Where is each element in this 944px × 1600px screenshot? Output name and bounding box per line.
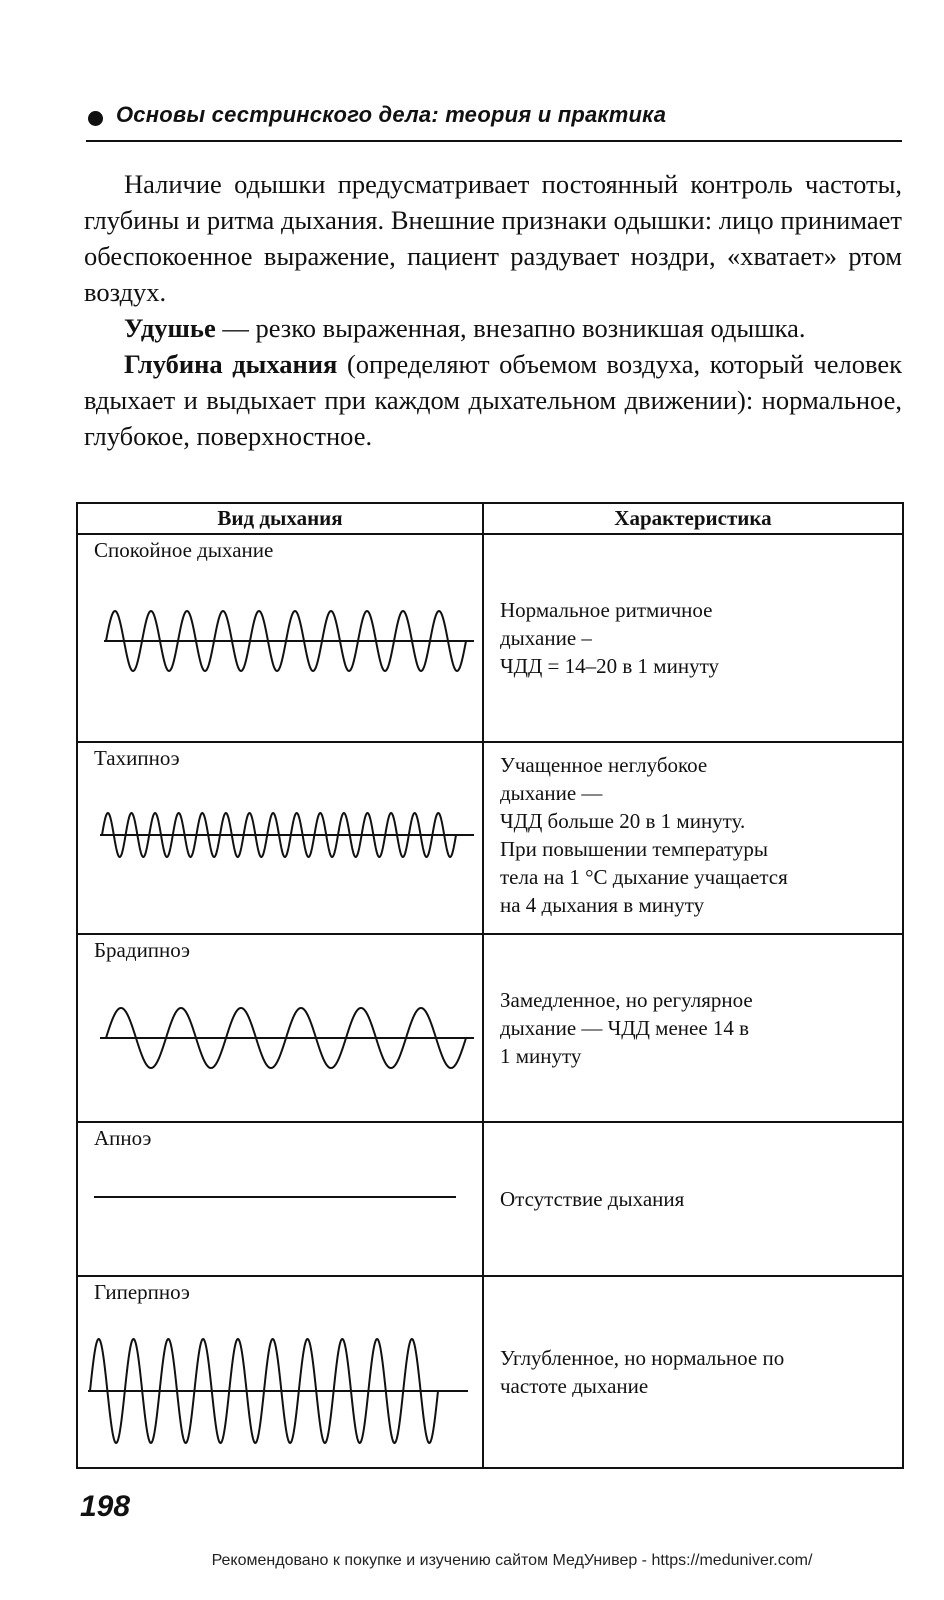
paragraph-depth: Глубина дыхания (определяют объемом воздуха, который человек вдыхает и выдыхает при каждом дыхательном движении): нормальное, глубокое, поверхностное.	[84, 349, 902, 451]
column-header-characteristic: Характеристика	[483, 503, 903, 534]
running-header	[86, 100, 902, 142]
footer-note: Рекомендовано к покупке и изучению сайтом МедУнивер - https://meduniver.com/	[211, 1552, 813, 1569]
breathing-type-description: Учащенное неглубокое дыхание — ЧДД больше 20 в 1 минуту. При повышении температуры тела на 1 °С дыхание учащается на 4 дыхания в минуту	[500, 753, 788, 917]
paragraph-dyspnea: Наличие одышки предусматривает постоянный контроль частоты, глубины и ритма дыхания. Внешние признаки одышки: лицо принимает обеспокоенное выражение, пациент раздувает ноздри, «хватает» ртом воздух.	[84, 169, 902, 307]
table-row	[77, 1122, 903, 1276]
breathing-type-description: Отсутствие дыхания	[500, 1187, 685, 1211]
breathing-wave-tachypnea	[78, 743, 484, 933]
bullet-icon	[88, 111, 103, 126]
breathing-type-name: Спокойное дыхание	[94, 538, 274, 562]
header-title: Основы сестринского дела: теория и практика	[116, 102, 667, 127]
breathing-type-name: Гиперпноэ	[94, 1280, 190, 1304]
breathing-type-description: Углубленное, но нормальное по частоте дыхание	[500, 1346, 785, 1398]
breathing-type-description: Замедленное, но регулярное дыхание — ЧДД менее 14 в 1 минуту	[500, 988, 753, 1068]
paragraph-suffocation: Удушье — резко выраженная, внезапно возникшая одышка.	[124, 313, 806, 343]
column-header-type: Вид дыхания	[77, 503, 483, 534]
wave-curve	[106, 611, 466, 671]
table-row	[77, 934, 903, 1122]
breathing-type-name: Апноэ	[94, 1126, 152, 1150]
breathing-wave-bradypnea	[78, 935, 484, 1121]
term-depth: Глубина дыхания	[124, 349, 338, 379]
page-number: 198	[80, 1490, 131, 1523]
wave-curve	[90, 1339, 438, 1443]
term-suffocation: Удушье	[124, 313, 216, 343]
breathing-wave-hyperpnea	[78, 1277, 484, 1467]
breathing-wave-normal	[78, 535, 484, 741]
breathing-types-table	[76, 502, 904, 1469]
table-row	[77, 1276, 903, 1468]
breathing-type-name: Тахипноэ	[94, 746, 180, 770]
body-text	[84, 166, 902, 454]
table-header-row	[77, 503, 903, 534]
breathing-type-name: Брадипноэ	[94, 938, 191, 962]
table-row	[77, 534, 903, 742]
breathing-wave-apnea	[78, 1123, 484, 1275]
table-row	[77, 742, 903, 934]
breathing-type-description: Нормальное ритмичное дыхание – ЧДД = 14–20 в 1 минуту	[500, 598, 719, 678]
